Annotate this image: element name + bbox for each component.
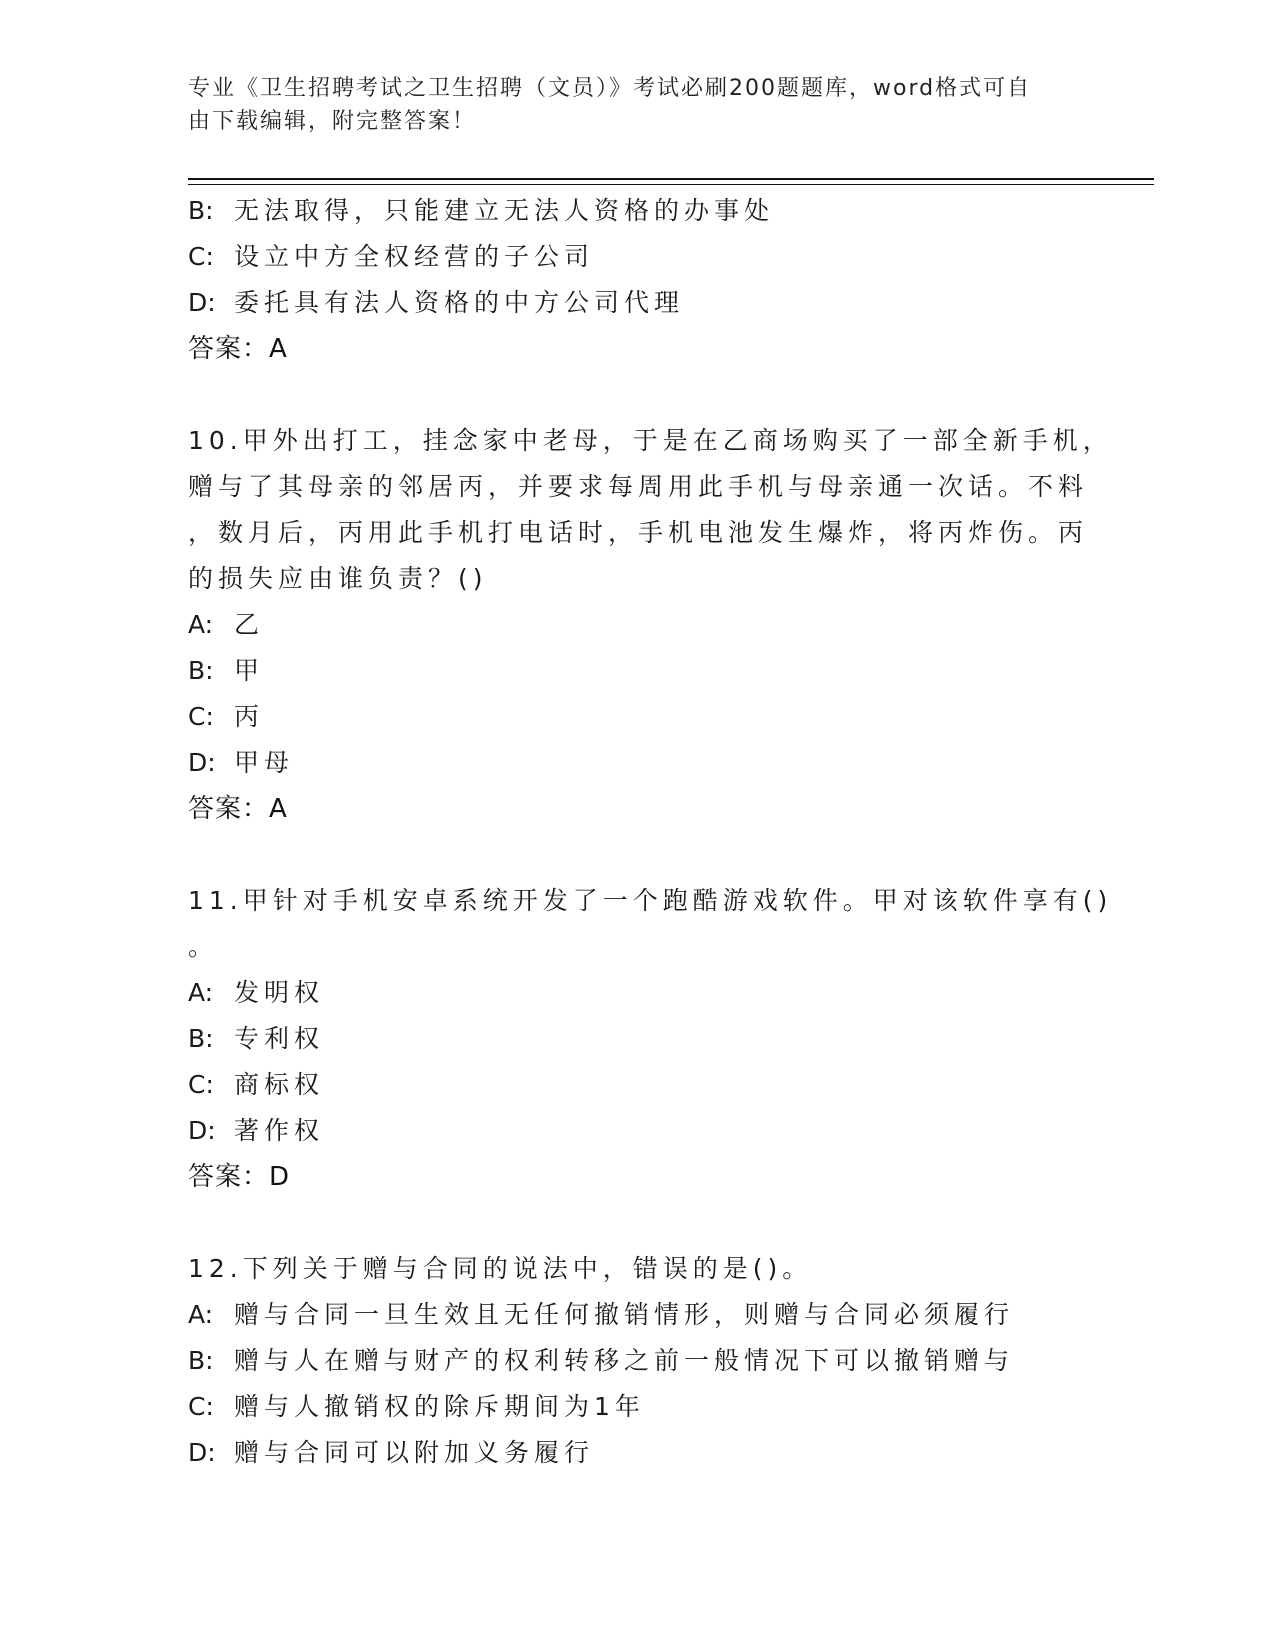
question-11 bbox=[188, 878, 1113, 1200]
question-text-line: 10.甲外出打工，挂念家中老母，于是在乙商场购买了一部全新手机， bbox=[188, 426, 1113, 455]
document-header bbox=[188, 72, 1088, 138]
option-d: D: 委托具有法人资格的中方公司代理 bbox=[188, 288, 685, 317]
header-line-2: 由下载编辑，附完整答案！ bbox=[188, 109, 477, 134]
option-d: D: 赠与合同可以附加义务履行 bbox=[188, 1438, 595, 1467]
option-d: D: 甲母 bbox=[188, 748, 295, 777]
option-a: A: 乙 bbox=[188, 610, 265, 639]
option-b: B: 无法取得，只能建立无法人资格的办事处 bbox=[188, 196, 775, 225]
question-12 bbox=[188, 1246, 1088, 1476]
spacer bbox=[188, 1200, 1088, 1246]
question-text-line: 赠与了其母亲的邻居丙，并要求每周用此手机与母亲通一次话。不料 bbox=[188, 472, 1089, 501]
question-9-tail bbox=[188, 188, 1088, 372]
question-text-line: ，数月后，丙用此手机打电话时，手机电池发生爆炸，将丙炸伤。丙 bbox=[188, 518, 1089, 547]
answer: 答案：D bbox=[188, 1162, 291, 1192]
spacer bbox=[188, 832, 1088, 878]
option-c: C: 商标权 bbox=[188, 1070, 325, 1099]
answer: 答案：A bbox=[188, 334, 288, 364]
option-c: C: 丙 bbox=[188, 702, 265, 731]
answer: 答案：A bbox=[188, 794, 288, 824]
question-text-line: 11.甲针对手机安卓系统开发了一个跑酷游戏软件。甲对该软件享有() bbox=[188, 886, 1113, 915]
header-line-1: 专业《卫生招聘考试之卫生招聘（文员）》考试必刷200题题库，word格式可自 bbox=[188, 76, 1032, 101]
option-d: D: 著作权 bbox=[188, 1116, 325, 1145]
option-a: A: 发明权 bbox=[188, 978, 325, 1007]
question-10 bbox=[188, 418, 1113, 832]
question-text-line: 。 bbox=[188, 932, 219, 961]
option-a: A: 赠与合同一旦生效且无任何撤销情形，则赠与合同必须履行 bbox=[188, 1300, 1015, 1329]
question-text-line: 的损失应由谁负责？() bbox=[188, 564, 488, 593]
header-divider-thin bbox=[188, 184, 1154, 185]
option-b: B: 赠与人在赠与财产的权利转移之前一般情况下可以撤销赠与 bbox=[188, 1346, 1015, 1375]
option-b: B: 甲 bbox=[188, 656, 265, 685]
question-text-line: 12.下列关于赠与合同的说法中，错误的是()。 bbox=[188, 1254, 813, 1283]
option-c: C: 设立中方全权经营的子公司 bbox=[188, 242, 595, 271]
option-c: C: 赠与人撤销权的除斥期间为1年 bbox=[188, 1392, 645, 1421]
spacer bbox=[188, 372, 1088, 418]
header-divider-thick bbox=[188, 178, 1154, 180]
question-list bbox=[188, 188, 1113, 1476]
option-b: B: 专利权 bbox=[188, 1024, 325, 1053]
